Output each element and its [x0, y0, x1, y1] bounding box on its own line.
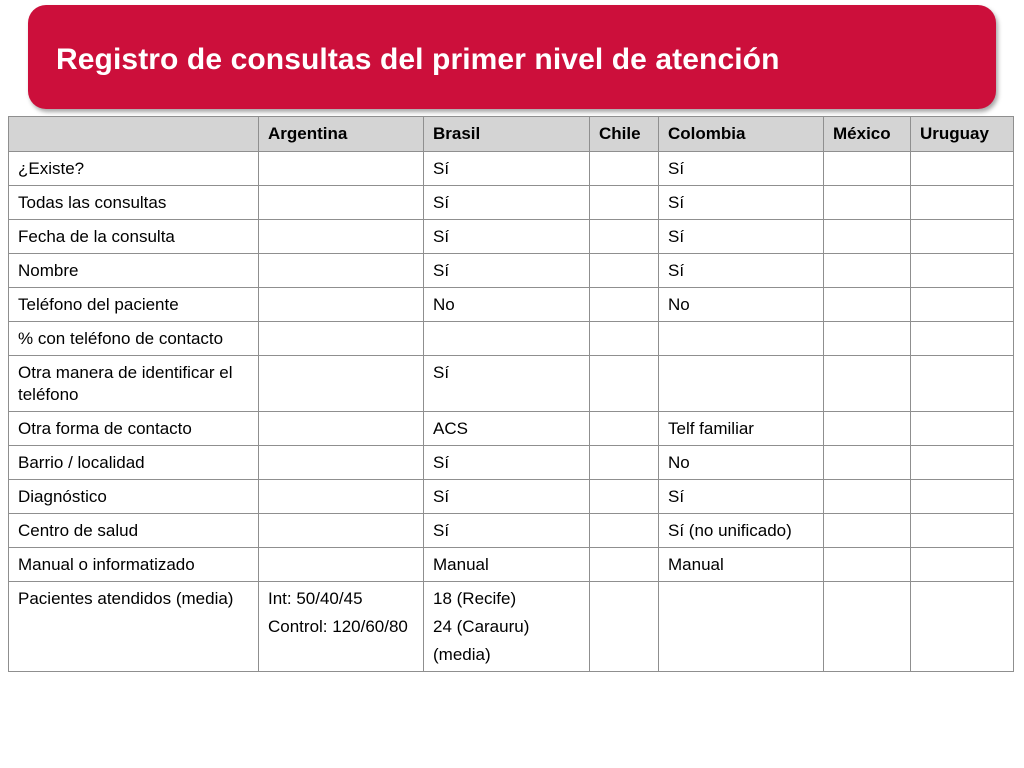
- cell-brasil: Sí: [424, 480, 590, 514]
- cell-colombia: No: [659, 288, 824, 322]
- cell-brasil: Sí: [424, 446, 590, 480]
- cell-chile: [590, 288, 659, 322]
- cell-mexico: [824, 152, 911, 186]
- cell-mexico: [824, 220, 911, 254]
- table-row: [9, 186, 1014, 220]
- cell-colombia: Sí: [659, 254, 824, 288]
- cell-colombia: [659, 582, 824, 672]
- table-row: [9, 412, 1014, 446]
- cell-chile: [590, 514, 659, 548]
- cell-uruguay: [911, 322, 1014, 356]
- cell-colombia: No: [659, 446, 824, 480]
- cell-uruguay: [911, 356, 1014, 412]
- row-label: Centro de salud: [9, 514, 259, 548]
- header-cell-empty: [9, 117, 259, 152]
- cell-mexico: [824, 548, 911, 582]
- cell-argentina: [259, 152, 424, 186]
- cell-mexico: [824, 322, 911, 356]
- cell-chile: [590, 582, 659, 672]
- cell-uruguay: [911, 446, 1014, 480]
- cell-argentina: [259, 186, 424, 220]
- cell-uruguay: [911, 152, 1014, 186]
- row-label: Barrio / localidad: [9, 446, 259, 480]
- cell-chile: [590, 356, 659, 412]
- row-label: Todas las consultas: [9, 186, 259, 220]
- cell-brasil: Sí: [424, 356, 590, 412]
- cell-chile: [590, 186, 659, 220]
- table-row: [9, 356, 1014, 412]
- table-row: [9, 480, 1014, 514]
- row-label: Pacientes atendidos (media): [9, 582, 259, 672]
- cell-mexico: [824, 412, 911, 446]
- column-header-4: Colombia: [659, 117, 824, 152]
- column-header-6: Uruguay: [911, 117, 1014, 152]
- table-row-pacientes-atendidos: [9, 582, 1014, 672]
- cell-colombia: Sí: [659, 480, 824, 514]
- cell-brasil: ACS: [424, 412, 590, 446]
- cell-argentina: [259, 514, 424, 548]
- row-label: ¿Existe?: [9, 152, 259, 186]
- cell-colombia: Manual: [659, 548, 824, 582]
- cell-argentina: [259, 220, 424, 254]
- cell-argentina: [259, 582, 424, 672]
- row-label: Nombre: [9, 254, 259, 288]
- cell-mexico: [824, 480, 911, 514]
- table-row: [9, 322, 1014, 356]
- cell-uruguay: [911, 288, 1014, 322]
- cell-chile: [590, 480, 659, 514]
- table-row: [9, 446, 1014, 480]
- cell-chile: [590, 322, 659, 356]
- table-row: [9, 254, 1014, 288]
- cell-brasil: Sí: [424, 186, 590, 220]
- row-label: Otra forma de contacto: [9, 412, 259, 446]
- cell-uruguay: [911, 186, 1014, 220]
- cell-colombia: Sí: [659, 186, 824, 220]
- cell-colombia: Sí: [659, 152, 824, 186]
- cell-colombia: Sí: [659, 220, 824, 254]
- cell-colombia: [659, 356, 824, 412]
- table-row: [9, 514, 1014, 548]
- column-header-1: Argentina: [259, 117, 424, 152]
- table-container: [8, 116, 1013, 672]
- page-title: Registro de consultas del primer nivel de atención: [56, 43, 780, 76]
- row-label: Otra manera de identificar el teléfono: [9, 356, 259, 412]
- cell-line: 18 (Recife): [433, 589, 517, 608]
- row-label: Diagnóstico: [9, 480, 259, 514]
- cell-argentina: [259, 480, 424, 514]
- cell-line: 24 (Carauru): [433, 617, 530, 636]
- cell-argentina: [259, 548, 424, 582]
- cell-brasil: Sí: [424, 254, 590, 288]
- cell-mexico: [824, 356, 911, 412]
- cell-argentina: [259, 412, 424, 446]
- cell-uruguay: [911, 514, 1014, 548]
- cell-argentina: [259, 322, 424, 356]
- column-header-3: Chile: [590, 117, 659, 152]
- cell-brasil: Manual: [424, 548, 590, 582]
- column-header-2: Brasil: [424, 117, 590, 152]
- consultation-registry-table: [8, 116, 1014, 672]
- cell-chile: [590, 152, 659, 186]
- cell-brasil: Sí: [424, 220, 590, 254]
- cell-line: Control: 120/60/80: [268, 617, 408, 636]
- row-label: % con teléfono de contacto: [9, 322, 259, 356]
- title-banner: [28, 5, 996, 109]
- cell-uruguay: [911, 412, 1014, 446]
- cell-uruguay: [911, 548, 1014, 582]
- cell-uruguay: [911, 254, 1014, 288]
- cell-brasil: [424, 582, 590, 672]
- cell-colombia: Sí (no unificado): [659, 514, 824, 548]
- table-row: [9, 288, 1014, 322]
- cell-mexico: [824, 514, 911, 548]
- cell-argentina: [259, 356, 424, 412]
- table-body: [9, 152, 1014, 672]
- cell-mexico: [824, 186, 911, 220]
- cell-uruguay: [911, 480, 1014, 514]
- cell-argentina: [259, 288, 424, 322]
- cell-mexico: [824, 582, 911, 672]
- row-label: Teléfono del paciente: [9, 288, 259, 322]
- cell-mexico: [824, 446, 911, 480]
- cell-brasil: Sí: [424, 152, 590, 186]
- cell-uruguay: [911, 220, 1014, 254]
- column-header-5: México: [824, 117, 911, 152]
- header-row: [9, 117, 1014, 152]
- row-label: Manual o informatizado: [9, 548, 259, 582]
- cell-argentina: [259, 446, 424, 480]
- cell-line: Int: 50/40/45: [268, 589, 363, 608]
- cell-chile: [590, 220, 659, 254]
- table-row: [9, 548, 1014, 582]
- cell-chile: [590, 412, 659, 446]
- table-row: [9, 220, 1014, 254]
- cell-brasil: [424, 322, 590, 356]
- cell-colombia: Telf familiar: [659, 412, 824, 446]
- cell-colombia: [659, 322, 824, 356]
- cell-argentina: [259, 254, 424, 288]
- cell-brasil: No: [424, 288, 590, 322]
- cell-chile: [590, 254, 659, 288]
- cell-mexico: [824, 288, 911, 322]
- cell-brasil: Sí: [424, 514, 590, 548]
- table-row: [9, 152, 1014, 186]
- cell-chile: [590, 446, 659, 480]
- cell-chile: [590, 548, 659, 582]
- row-label: Fecha de la consulta: [9, 220, 259, 254]
- cell-uruguay: [911, 582, 1014, 672]
- cell-mexico: [824, 254, 911, 288]
- cell-line: (media): [433, 645, 491, 664]
